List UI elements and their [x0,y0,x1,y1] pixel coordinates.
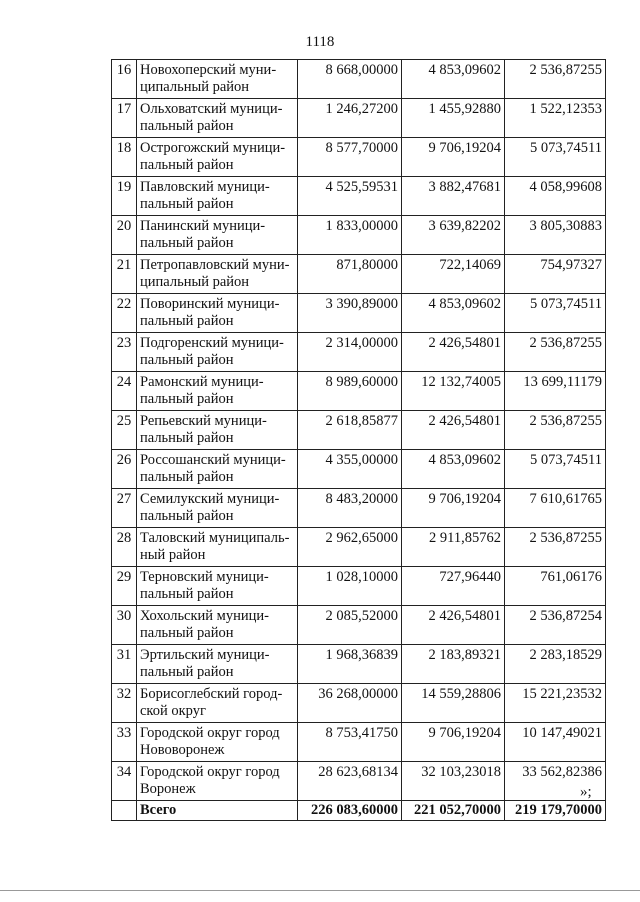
value-cell-1: 2 314,00000 [298,333,402,372]
value-cell-3: 4 058,99608 [505,177,606,216]
value-cell-2: 2 426,54801 [402,333,505,372]
municipality-name-cell: Семилукский муници-пальный район [137,489,298,528]
table-row [112,372,606,411]
table-row [112,684,606,723]
value-cell-2: 221 052,70000 [402,801,505,821]
municipality-name-cell: Панинский муници-пальный район [137,216,298,255]
row-number-cell: 26 [112,450,137,489]
municipality-name-cell: Эртильский муници-пальный район [137,645,298,684]
municipality-name-cell: Городской округ город Воронеж [137,762,298,801]
value-cell-2: 32 103,23018 [402,762,505,801]
municipality-name-cell: Острогожский муници-пальный район [137,138,298,177]
value-cell-3: 15 221,23532 [505,684,606,723]
municipality-name-cell: Борисоглебский город-ской округ [137,684,298,723]
table-row [112,762,606,801]
value-cell-1: 4 525,59531 [298,177,402,216]
value-cell-1: 2 962,65000 [298,528,402,567]
value-cell-2: 1 455,92880 [402,99,505,138]
table-body [112,60,606,821]
total-row [112,801,606,821]
value-cell-3: 2 536,87255 [505,411,606,450]
value-cell-3: 5 073,74511 [505,450,606,489]
value-cell-2: 3 639,82202 [402,216,505,255]
table-row [112,450,606,489]
value-cell-3: 2 536,87255 [505,333,606,372]
bottom-rule [0,890,640,891]
value-cell-3: 754,97327 [505,255,606,294]
municipality-name-cell: Рамонский муници-пальный район [137,372,298,411]
value-cell-3: 5 073,74511 [505,138,606,177]
municipality-name-cell: Хохольский муници-пальный район [137,606,298,645]
row-number-cell [112,801,137,821]
value-cell-3: 2 536,87255 [505,528,606,567]
value-cell-3: 2 536,87255 [505,60,606,99]
table-row [112,567,606,606]
row-number-cell: 25 [112,411,137,450]
row-number-cell: 16 [112,60,137,99]
value-cell-3: 1 522,12353 [505,99,606,138]
row-number-cell: 32 [112,684,137,723]
value-cell-2: 2 183,89321 [402,645,505,684]
value-cell-1: 1 968,36839 [298,645,402,684]
row-number-cell: 31 [112,645,137,684]
value-cell-1: 2 618,85877 [298,411,402,450]
municipality-name-cell: Россошанский муници-пальный район [137,450,298,489]
table-row [112,294,606,333]
municipality-name-cell: Репьевский муници-пальный район [137,411,298,450]
row-number-cell: 19 [112,177,137,216]
table-row [112,528,606,567]
table-row [112,489,606,528]
value-cell-2: 2 426,54801 [402,411,505,450]
table-row [112,606,606,645]
row-number-cell: 33 [112,723,137,762]
value-cell-2: 2 911,85762 [402,528,505,567]
value-cell-2: 4 853,09602 [402,450,505,489]
value-cell-2: 3 882,47681 [402,177,505,216]
municipality-name-cell: Павловский муници-пальный район [137,177,298,216]
municipality-name-cell: Городской округ город Нововоронеж [137,723,298,762]
value-cell-3: 761,06176 [505,567,606,606]
row-number-cell: 20 [112,216,137,255]
value-cell-3: 7 610,61765 [505,489,606,528]
table-row [112,177,606,216]
table-row [112,723,606,762]
row-number-cell: 29 [112,567,137,606]
table-row [112,216,606,255]
row-number-cell: 27 [112,489,137,528]
value-cell-1: 226 083,60000 [298,801,402,821]
table-row [112,138,606,177]
value-cell-2: 727,96440 [402,567,505,606]
row-number-cell: 23 [112,333,137,372]
page-number: 1118 [305,34,335,50]
municipality-name-cell: Ольховатский муници-пальный район [137,99,298,138]
table-row [112,60,606,99]
value-cell-3: 33 562,82386 [505,762,606,801]
value-cell-2: 9 706,19204 [402,138,505,177]
value-cell-3: 2 283,18529 [505,645,606,684]
value-cell-3: 10 147,49021 [505,723,606,762]
value-cell-3: 3 805,30883 [505,216,606,255]
table-row [112,333,606,372]
value-cell-2: 2 426,54801 [402,606,505,645]
value-cell-2: 12 132,74005 [402,372,505,411]
value-cell-2: 9 706,19204 [402,723,505,762]
municipality-name-cell: Поворинский муници-пальный район [137,294,298,333]
value-cell-1: 1 833,00000 [298,216,402,255]
value-cell-1: 8 989,60000 [298,372,402,411]
row-number-cell: 18 [112,138,137,177]
table-row [112,645,606,684]
value-cell-3: 5 073,74511 [505,294,606,333]
value-cell-1: 4 355,00000 [298,450,402,489]
value-cell-1: 8 577,70000 [298,138,402,177]
row-number-cell: 30 [112,606,137,645]
value-cell-3: 219 179,70000 [505,801,606,821]
value-cell-2: 4 853,09602 [402,60,505,99]
value-cell-2: 4 853,09602 [402,294,505,333]
row-number-cell: 21 [112,255,137,294]
value-cell-3: 2 536,87254 [505,606,606,645]
row-number-cell: 28 [112,528,137,567]
municipality-name-cell: Таловский муниципаль-ный район [137,528,298,567]
value-cell-1: 8 668,00000 [298,60,402,99]
table-row [112,411,606,450]
value-cell-1: 3 390,89000 [298,294,402,333]
value-cell-1: 2 085,52000 [298,606,402,645]
value-cell-1: 1 028,10000 [298,567,402,606]
value-cell-2: 722,14069 [402,255,505,294]
municipality-name-cell: Всего [137,801,298,821]
value-cell-1: 871,80000 [298,255,402,294]
closing-quote-mark: »; [580,784,592,800]
value-cell-3: 13 699,11179 [505,372,606,411]
value-cell-1: 36 268,00000 [298,684,402,723]
row-number-cell: 22 [112,294,137,333]
value-cell-1: 28 623,68134 [298,762,402,801]
value-cell-2: 9 706,19204 [402,489,505,528]
value-cell-1: 8 483,20000 [298,489,402,528]
value-cell-1: 1 246,27200 [298,99,402,138]
municipality-name-cell: Подгоренский муници-пальный район [137,333,298,372]
municipality-name-cell: Новохоперский муни-ципальный район [137,60,298,99]
value-cell-2: 14 559,28806 [402,684,505,723]
row-number-cell: 17 [112,99,137,138]
municipality-name-cell: Петропавловский муни-ципальный район [137,255,298,294]
municipality-name-cell: Терновский муници-пальный район [137,567,298,606]
value-cell-1: 8 753,41750 [298,723,402,762]
row-number-cell: 34 [112,762,137,801]
table-row [112,99,606,138]
table-row [112,255,606,294]
budget-table [111,59,606,821]
row-number-cell: 24 [112,372,137,411]
